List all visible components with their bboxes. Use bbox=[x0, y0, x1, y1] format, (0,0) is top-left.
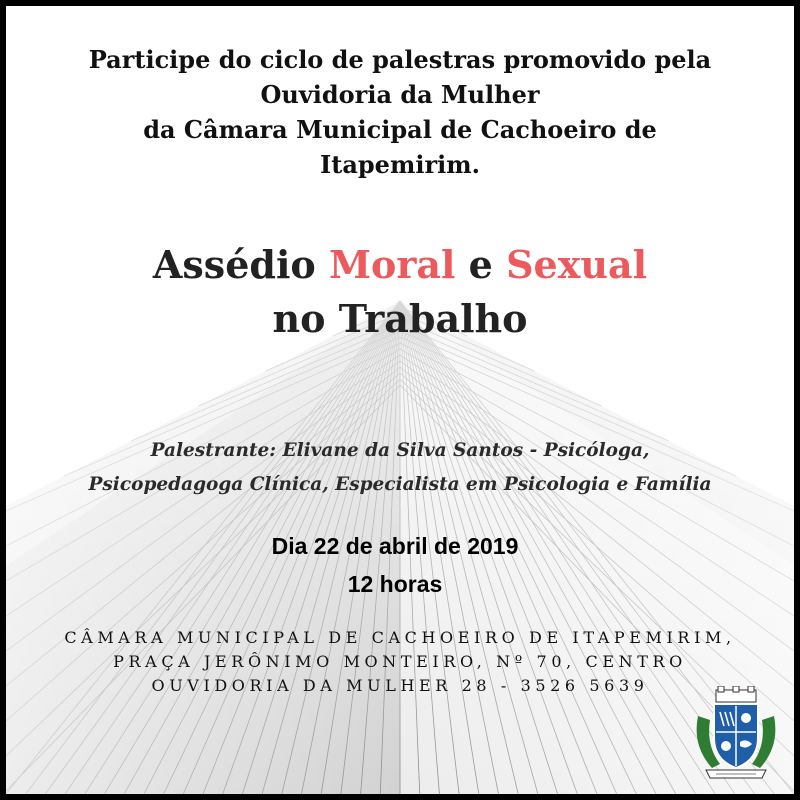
address-line-1: CÂMARA MUNICIPAL DE CACHOEIRO DE ITAPEMIRIM, bbox=[64, 628, 736, 647]
intro-line-1: Participe do ciclo de palestras promovido pela bbox=[88, 45, 712, 74]
speaker-line-1: Palestrante: Elivane da Silva Santos - Psicóloga, bbox=[150, 440, 650, 461]
lecture-title bbox=[26, 238, 774, 346]
speaker-line-2: Psicopedagoga Clínica, Especialista em Psicologia e Família bbox=[88, 474, 712, 495]
title-word-sexual: Sexual bbox=[506, 242, 648, 287]
title-word-e: e bbox=[455, 242, 507, 287]
address-line-3: OUVIDORIA DA MULHER 28 - 3526 5639 bbox=[151, 676, 649, 695]
venue-address bbox=[6, 626, 794, 698]
intro-line-3: da Câmara Municipal de Cachoeiro de bbox=[143, 115, 657, 144]
event-datetime bbox=[6, 527, 794, 603]
title-word-assedio: Assédio bbox=[152, 242, 329, 287]
event-date: Dia 22 de abril de 2019 bbox=[271, 533, 519, 559]
title-word-moral: Moral bbox=[328, 242, 456, 287]
intro-text bbox=[26, 42, 774, 182]
title-line-2: no Trabalho bbox=[272, 296, 528, 341]
address-line-2: PRAÇA JERÔNIMO MONTEIRO, Nº 70, CENTRO bbox=[113, 652, 687, 671]
intro-line-4: Itapemirim. bbox=[320, 150, 480, 179]
event-time: 12 horas bbox=[347, 571, 443, 597]
intro-line-2: Ouvidoria da Mulher bbox=[260, 80, 540, 109]
speaker-info bbox=[26, 434, 774, 502]
title-line-1 bbox=[26, 238, 774, 292]
municipal-coat-of-arms-icon bbox=[690, 686, 782, 784]
